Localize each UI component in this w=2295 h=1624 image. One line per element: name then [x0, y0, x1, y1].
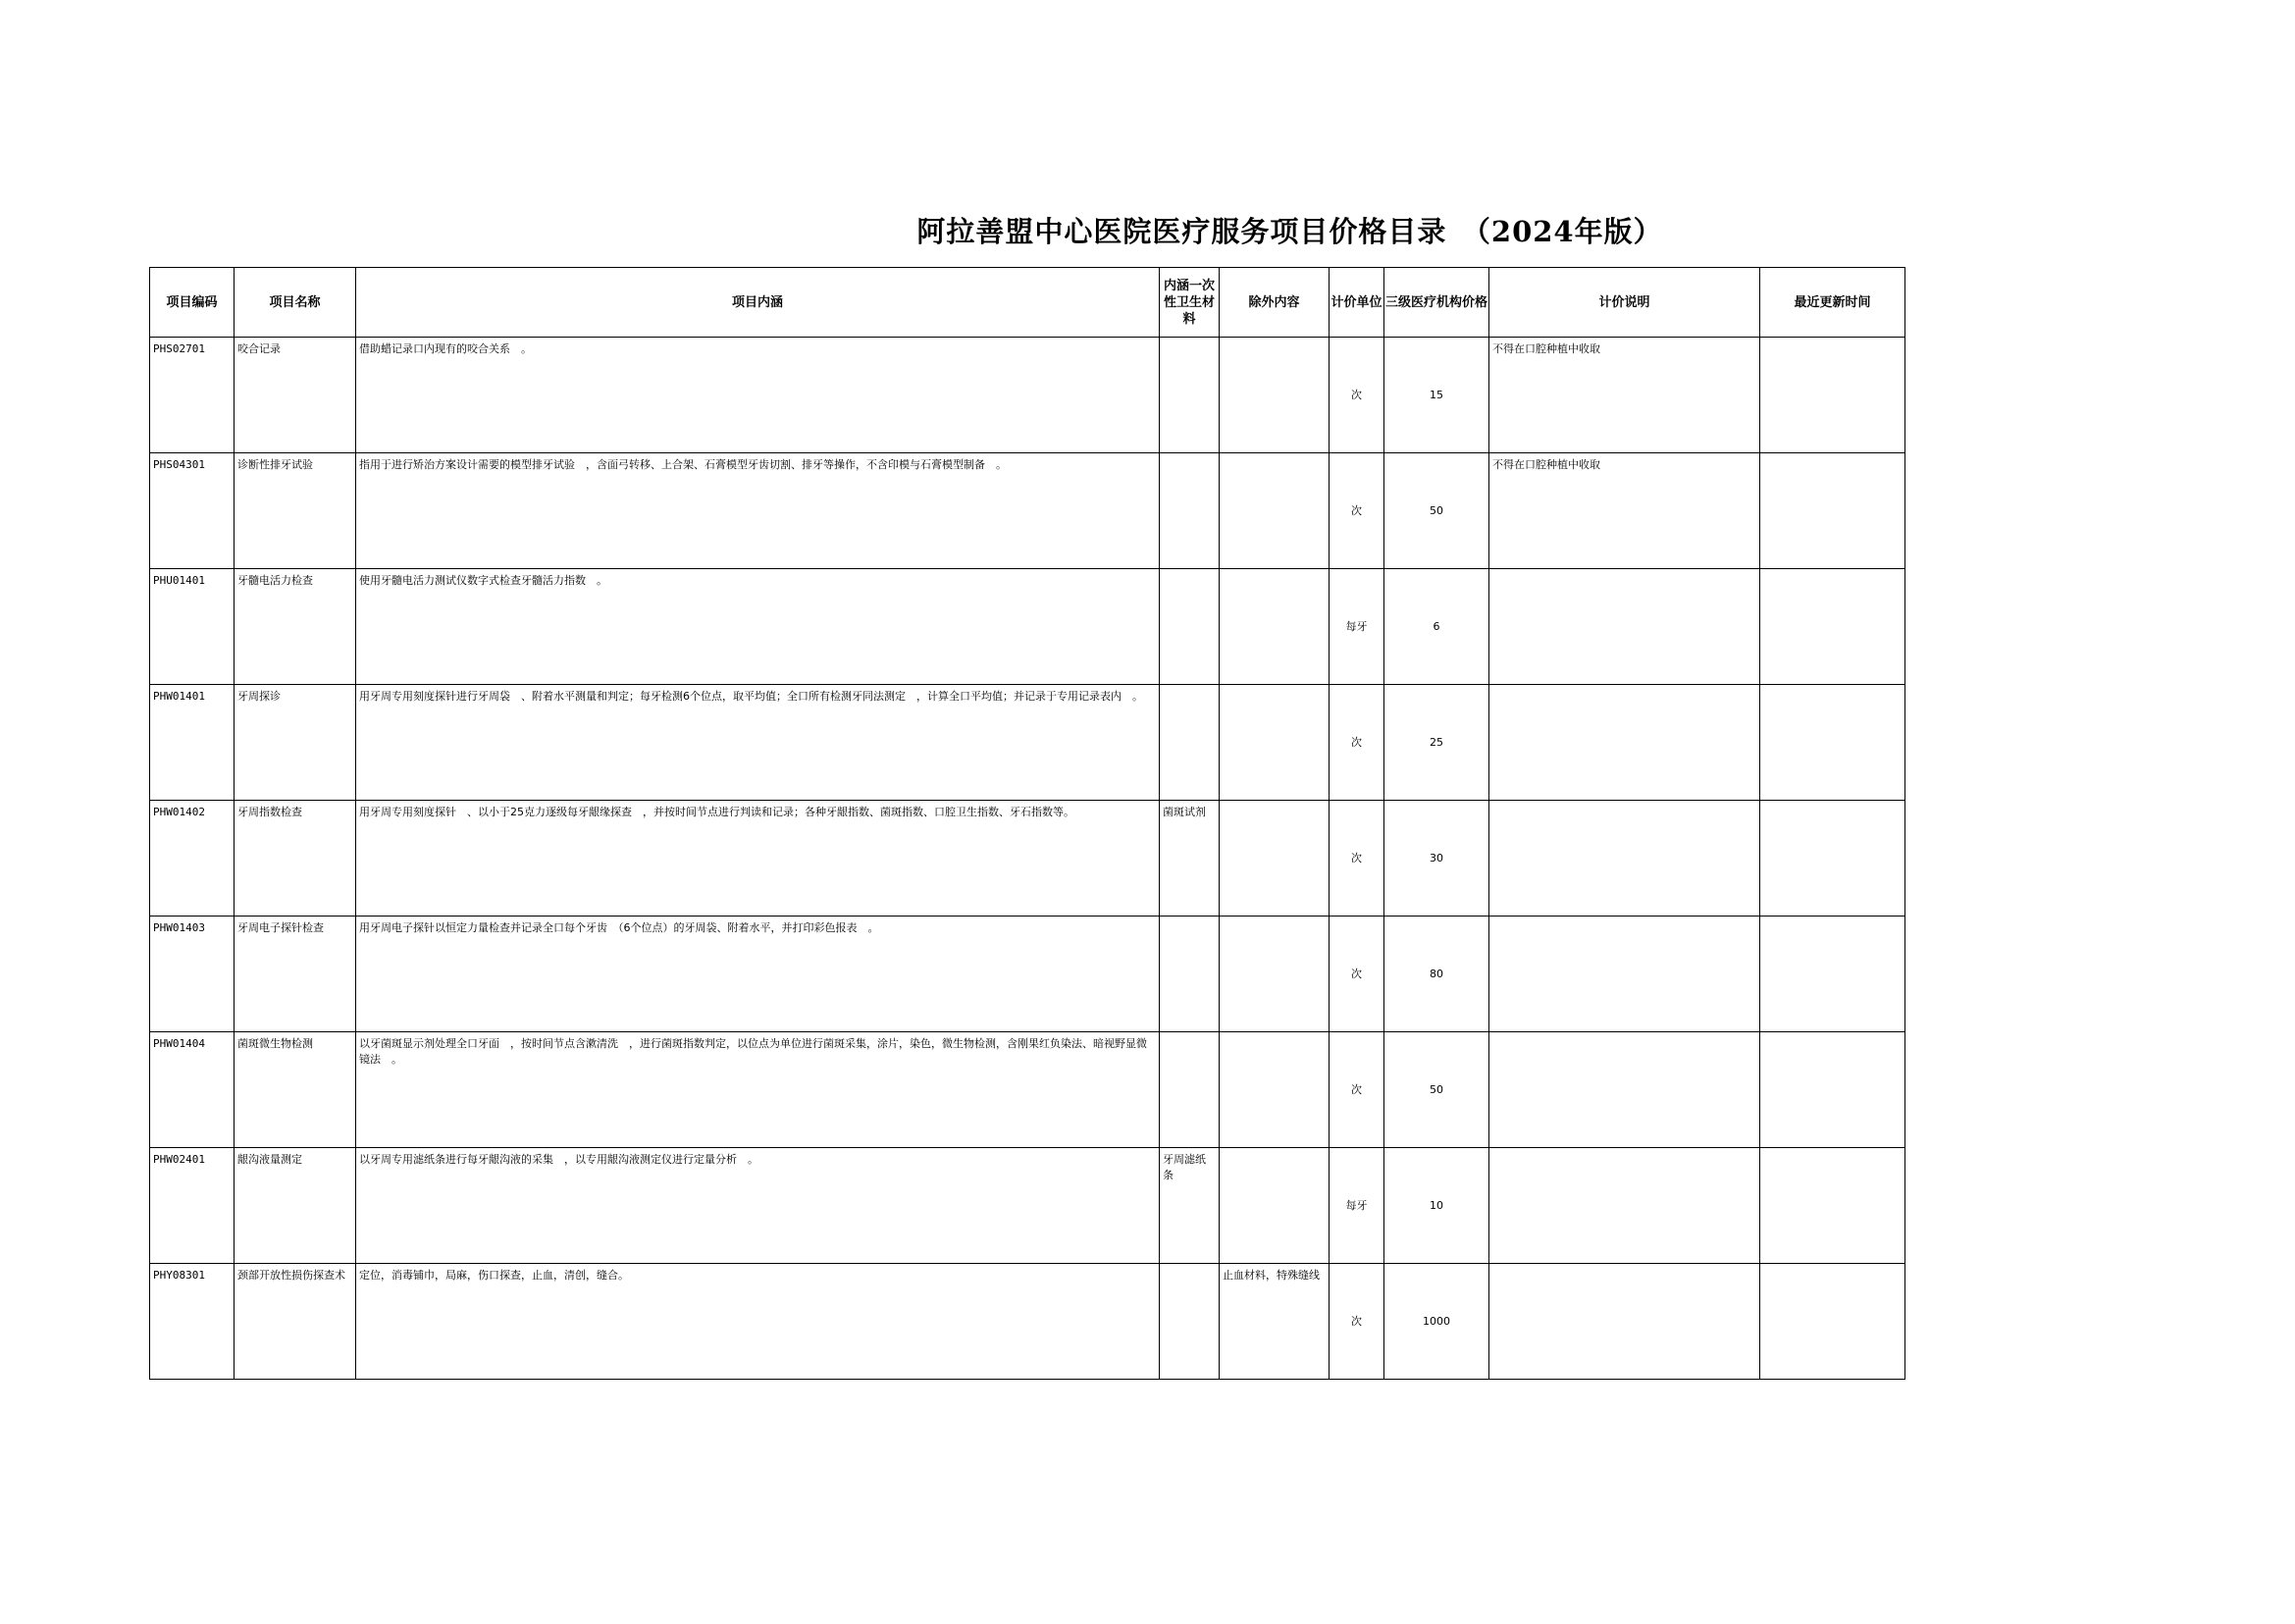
item-unit: 次	[1330, 1032, 1384, 1148]
item-excluded	[1220, 338, 1330, 453]
item-name: 牙髓电活力检查	[235, 569, 356, 685]
item-updated	[1760, 338, 1905, 453]
item-updated	[1760, 453, 1905, 569]
item-updated	[1760, 1032, 1905, 1148]
item-unit: 次	[1330, 917, 1384, 1032]
item-name: 咬合记录	[235, 338, 356, 453]
item-updated	[1760, 569, 1905, 685]
item-price: 50	[1384, 1032, 1489, 1148]
item-unit: 次	[1330, 685, 1384, 801]
item-note	[1489, 685, 1760, 801]
item-unit: 次	[1330, 801, 1384, 917]
item-price: 10	[1384, 1148, 1489, 1264]
table-row	[150, 338, 1905, 453]
item-name: 颈部开放性损伤探查术	[235, 1264, 356, 1380]
item-price: 1000	[1384, 1264, 1489, 1380]
item-price: 30	[1384, 801, 1489, 917]
item-content: 用牙周专用刻度探针进行牙周袋 、附着水平测量和判定；每牙检测6个位点，取平均值；全口所有检测牙同法测定 ，计算全口平均值；并记录于专用记录表内 。	[356, 685, 1160, 801]
item-name: 牙周探诊	[235, 685, 356, 801]
item-unit: 每牙	[1330, 1148, 1384, 1264]
table-row	[150, 685, 1905, 801]
item-code: PHS02701	[150, 338, 235, 453]
item-updated	[1760, 801, 1905, 917]
header-code: 项目编码	[150, 268, 235, 338]
item-code: PHS04301	[150, 453, 235, 569]
item-included-materials	[1160, 338, 1220, 453]
item-code: PHY08301	[150, 1264, 235, 1380]
table-row	[150, 801, 1905, 917]
item-excluded	[1220, 685, 1330, 801]
item-excluded	[1220, 569, 1330, 685]
item-price: 80	[1384, 917, 1489, 1032]
item-included-materials: 牙周滤纸条	[1160, 1148, 1220, 1264]
item-note: 不得在口腔种植中收取	[1489, 338, 1760, 453]
item-included-materials	[1160, 453, 1220, 569]
header-row	[150, 268, 1905, 338]
item-included-materials	[1160, 685, 1220, 801]
table-row	[150, 569, 1905, 685]
item-excluded	[1220, 801, 1330, 917]
item-content: 用牙周专用刻度探针 、以小于25克力逐级每牙龈缘探查 ，并按时间节点进行判读和记录；各种牙龈指数、菌斑指数、口腔卫生指数、牙石指数等。	[356, 801, 1160, 917]
item-name: 牙周电子探针检查	[235, 917, 356, 1032]
item-content: 用牙周电子探针以恒定力量检查并记录全口每个牙齿 （6个位点）的牙周袋、附着水平，并打印彩色报表 。	[356, 917, 1160, 1032]
item-code: PHW01404	[150, 1032, 235, 1148]
item-included-materials	[1160, 917, 1220, 1032]
item-code: PHW01403	[150, 917, 235, 1032]
item-excluded	[1220, 917, 1330, 1032]
header-price: 三级医疗机构价格	[1384, 268, 1489, 338]
item-updated	[1760, 1148, 1905, 1264]
item-excluded	[1220, 1032, 1330, 1148]
item-updated	[1760, 685, 1905, 801]
item-unit: 次	[1330, 1264, 1384, 1380]
item-note: 不得在口腔种植中收取	[1489, 453, 1760, 569]
item-unit: 次	[1330, 338, 1384, 453]
item-note	[1489, 801, 1760, 917]
header-updated: 最近更新时间	[1760, 268, 1905, 338]
item-code: PHW01401	[150, 685, 235, 801]
item-note	[1489, 1264, 1760, 1380]
header-content: 项目内涵	[356, 268, 1160, 338]
item-included-materials	[1160, 1032, 1220, 1148]
item-name: 龈沟液量测定	[235, 1148, 356, 1264]
header-note: 计价说明	[1489, 268, 1760, 338]
table-row	[150, 1032, 1905, 1148]
item-included-materials: 菌斑试剂	[1160, 801, 1220, 917]
item-content: 借助蜡记录口内现有的咬合关系 。	[356, 338, 1160, 453]
item-note	[1489, 1032, 1760, 1148]
table-row	[150, 453, 1905, 569]
table-row	[150, 917, 1905, 1032]
item-unit: 每牙	[1330, 569, 1384, 685]
header-unit: 计价单位	[1330, 268, 1384, 338]
table-row	[150, 1148, 1905, 1264]
item-name: 诊断性排牙试验	[235, 453, 356, 569]
item-content: 以牙菌斑显示剂处理全口牙面 ，按时间节点含漱清洗 ，进行菌斑指数判定，以位点为单位进行菌斑采集，涂片，染色，微生物检测，含刚果红负染法、暗视野显微镜法 。	[356, 1032, 1160, 1148]
item-name: 菌斑微生物检测	[235, 1032, 356, 1148]
header-name: 项目名称	[235, 268, 356, 338]
item-updated	[1760, 1264, 1905, 1380]
item-excluded	[1220, 453, 1330, 569]
item-price: 25	[1384, 685, 1489, 801]
price-catalog-table	[149, 267, 1905, 1380]
item-price: 6	[1384, 569, 1489, 685]
item-excluded: 止血材料，特殊缝线	[1220, 1264, 1330, 1380]
item-unit: 次	[1330, 453, 1384, 569]
item-code: PHW02401	[150, 1148, 235, 1264]
item-code: PHU01401	[150, 569, 235, 685]
item-included-materials	[1160, 569, 1220, 685]
item-note	[1489, 569, 1760, 685]
item-included-materials	[1160, 1264, 1220, 1380]
item-note	[1489, 917, 1760, 1032]
item-excluded	[1220, 1148, 1330, 1264]
item-code: PHW01402	[150, 801, 235, 917]
item-name: 牙周指数检查	[235, 801, 356, 917]
item-content: 以牙周专用滤纸条进行每牙龈沟液的采集 ，以专用龈沟液测定仪进行定量分析 。	[356, 1148, 1160, 1264]
item-content: 指用于进行矫治方案设计需要的模型排牙试验 ，含面弓转移、上合架、石膏模型牙齿切割、排牙等操作，不含印模与石膏模型制备 。	[356, 453, 1160, 569]
header-excluded: 除外内容	[1220, 268, 1330, 338]
document-title: 阿拉善盟中心医院医疗服务项目价格目录 （2024年版）	[916, 215, 1663, 248]
table-row	[150, 1264, 1905, 1380]
item-content: 使用牙髓电活力测试仪数字式检查牙髓活力指数 。	[356, 569, 1160, 685]
item-note	[1489, 1148, 1760, 1264]
item-price: 15	[1384, 338, 1489, 453]
header-included-materials: 内涵一次性卫生材料	[1160, 268, 1220, 338]
item-price: 50	[1384, 453, 1489, 569]
item-content: 定位，消毒铺巾，局麻，伤口探查，止血，清创，缝合。	[356, 1264, 1160, 1380]
item-updated	[1760, 917, 1905, 1032]
